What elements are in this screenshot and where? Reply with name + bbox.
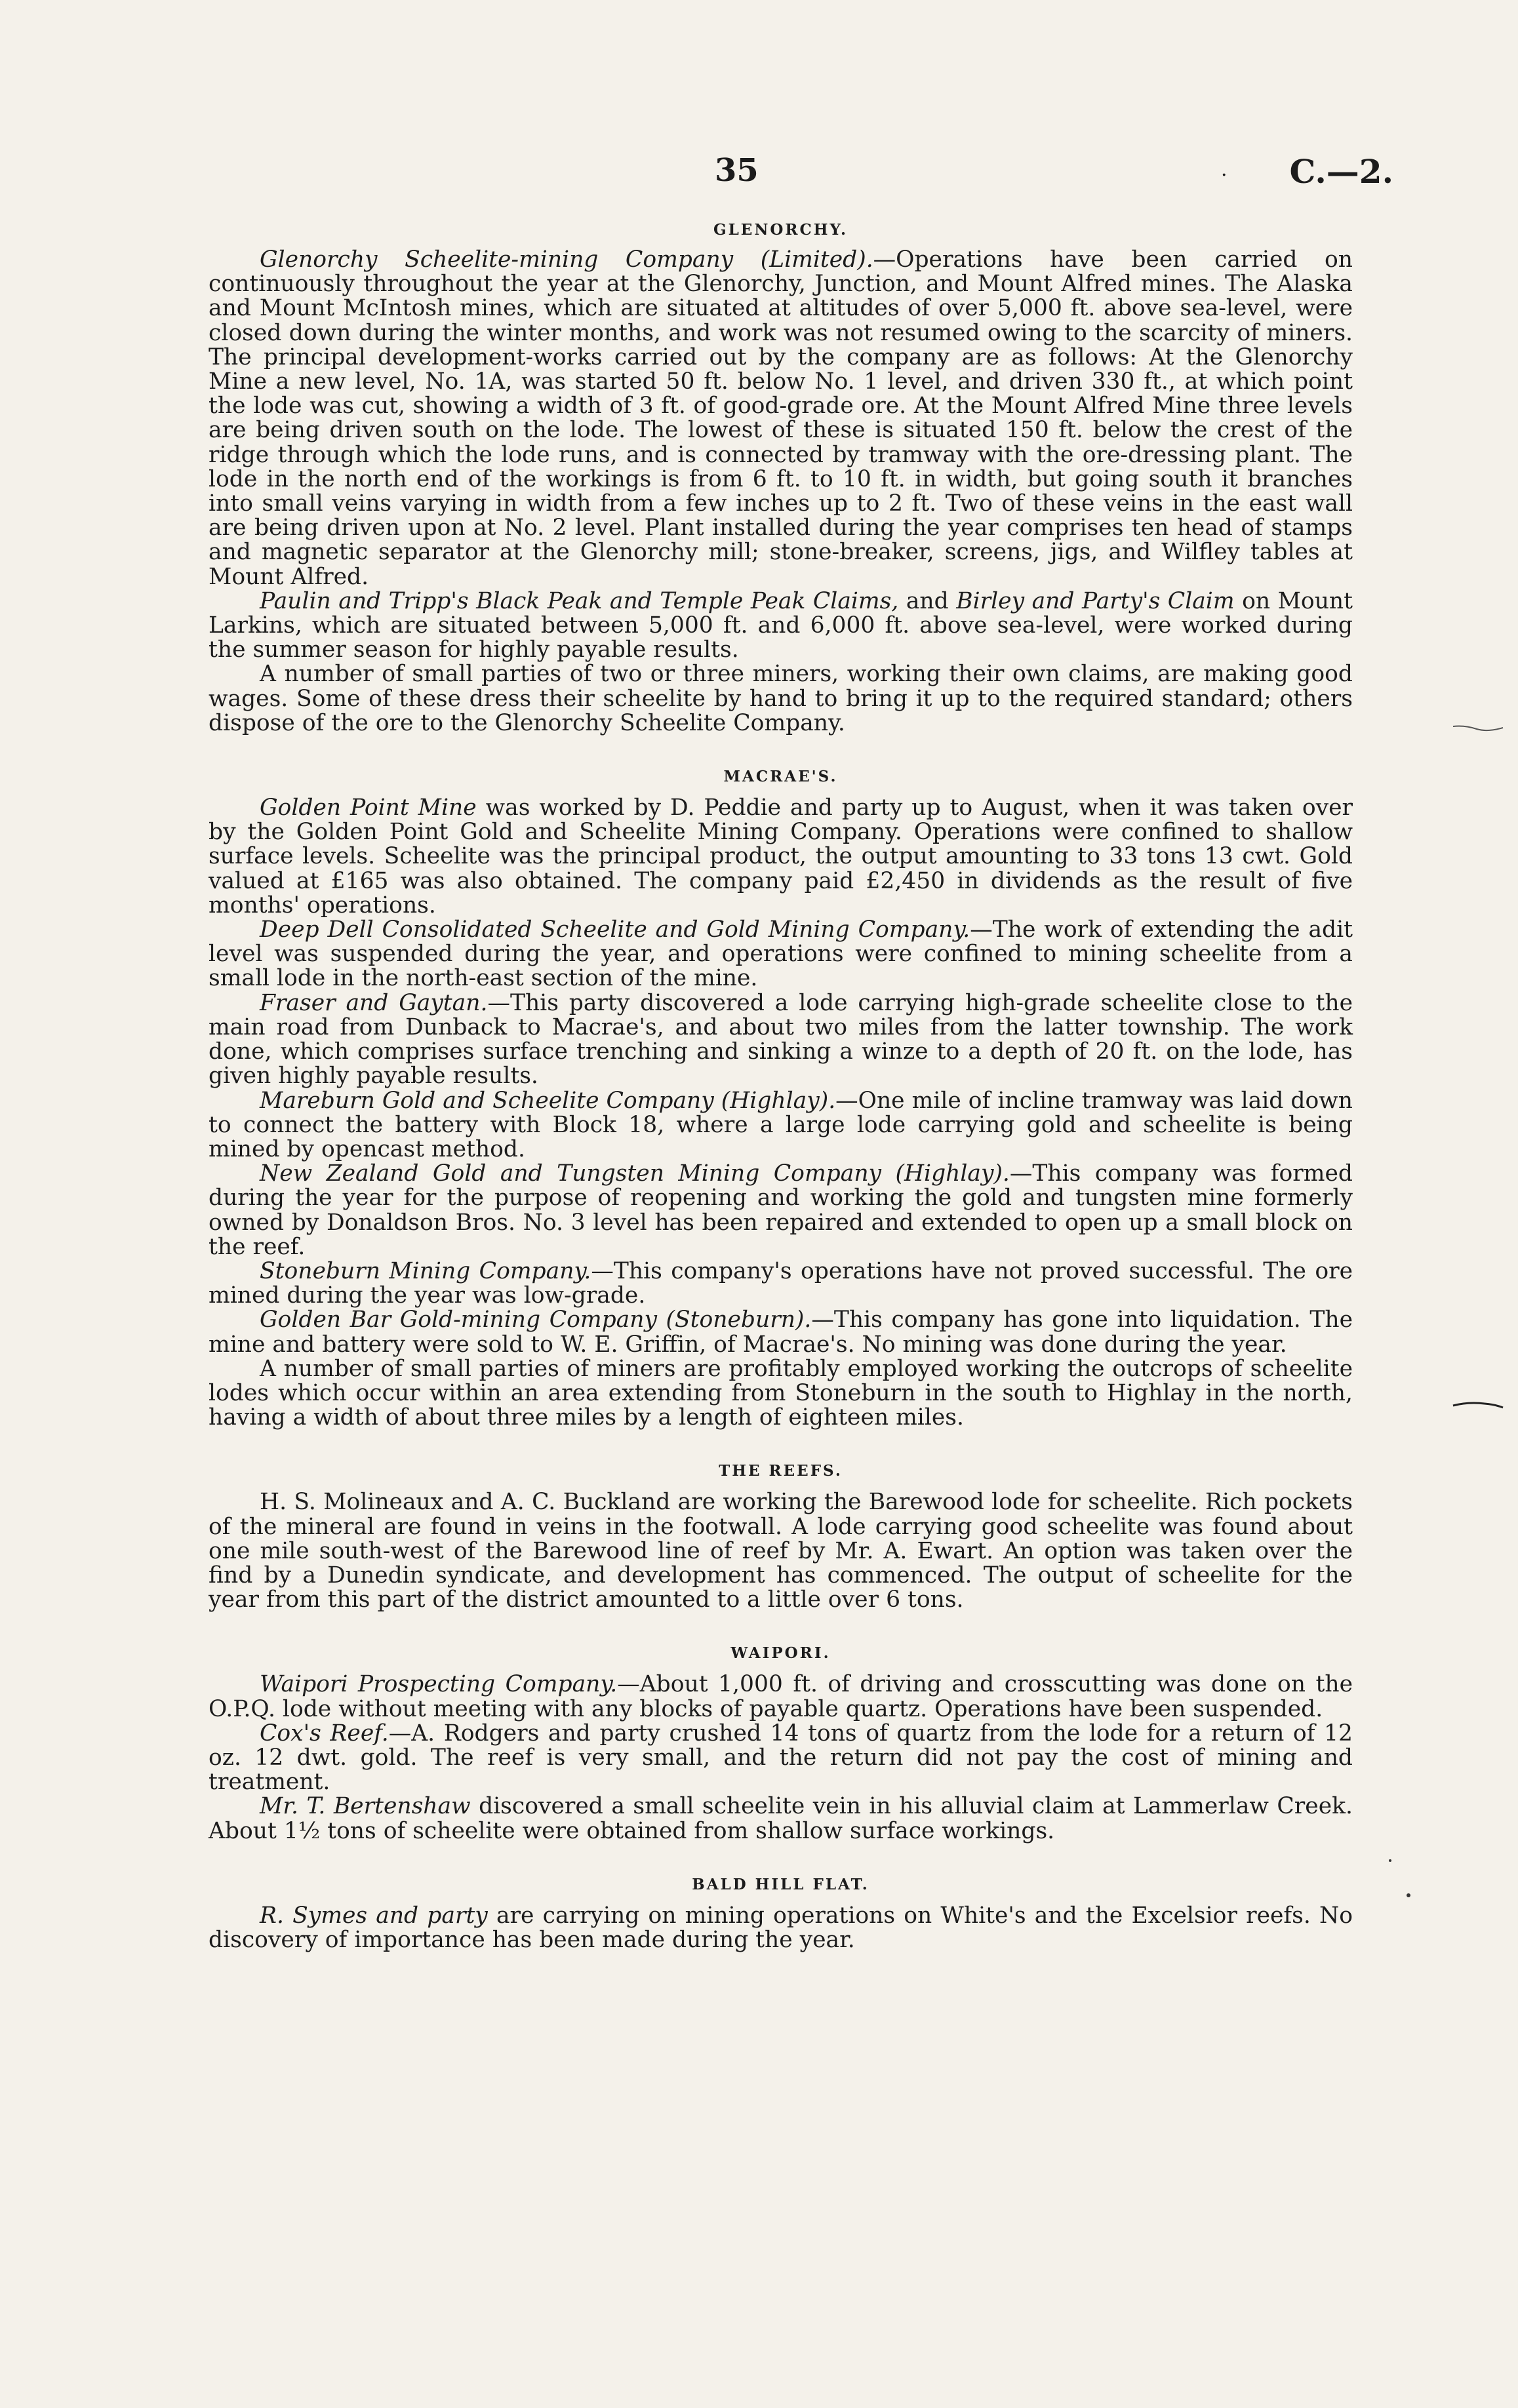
page-number: 35: [715, 152, 759, 189]
section-title-waipori: WAIPORI.: [730, 1644, 831, 1663]
paragraph-mid: and: [898, 587, 957, 614]
paragraph-text: —This company was formed during the year for the purpose of reopening and working the gold and tungsten mine formerly owned by Donaldson Bros. No. 3 level has been repaired and extended to open up a small block on the reef.: [209, 1160, 1353, 1260]
paragraph: [209, 1089, 1353, 1162]
paragraph-text: —This company has gone into liquidation. The mine and battery were sold to W. E. Griffin, of Macrae's. No mining was done during the year.: [209, 1307, 1353, 1358]
ink-speck: [1407, 1893, 1410, 1897]
paragraph-text: —This party discovered a lode carrying high-grade scheelite close to the main road from Dunback to Macrae's, and about two miles from the latter township. The work done, which comprises surface trenching and sinking a winze to a depth of 20 ft. on the lode, has given highly payable results.: [209, 989, 1353, 1090]
paragraph-lead: Golden Bar Gold-mining Company (Stoneburn).: [260, 1307, 812, 1333]
paragraph-text: —A. Rodgers and party crushed 14 tons of quartz from the lode for a return of 12 oz. 12 dwt. gold. The reef is very small, and the return did not pay the cost of mining and treatment.: [209, 1720, 1353, 1796]
paragraph: [209, 1162, 1353, 1259]
section-title-bald-hill-flat: BALD HILL FLAT.: [692, 1875, 869, 1893]
ink-speck: [1389, 1859, 1391, 1862]
paragraph: [209, 589, 1353, 663]
paragraph-text: A number of small parties of two or three miners, working their own claims, are making good wages. Some of these dress their scheelite by hand to bring it up to the required standard; others dispose of the ore to the Glenorchy Scheelite Company.: [209, 661, 1353, 736]
paragraph: [209, 1308, 1353, 1356]
margin-pencil-mark: [1452, 1400, 1504, 1409]
paragraph-text: A number of small parties of miners are profitably employed working the outcrops of scheelite lodes which occur within an area extending from Stoneburn in the south to Highlay in the north, having a width of about three miles by a length of eighteen miles.: [209, 1355, 1353, 1431]
paragraph: [209, 248, 1353, 589]
paragraph-lead: R. Symes and party: [260, 1902, 488, 1929]
paragraph-text: discovered a small scheelite vein in his alluvial claim at Lammerlaw Creek. About 1½ tons of scheelite were obtained from shallow surface workings.: [209, 1793, 1353, 1844]
paragraph-text: —Operations have been carried on continuously throughout the year at the Glenorchy, Junction, and Mount Alfred mines. The Alaska and Mount McIntosh mines, which are situated at altitudes of over 5,000 ft. above sea-level, were closed down during the winter months, and work was not resumed owing to the scarcity of miners. The principal development-works carried out by the company are as follows: At the Glenorchy Mine a new level, No. 1A, was started 50 ft. below No. 1 level, and driven 330 ft., at which point the lode was cut, showing a width of 3 ft. of good-grade ore. At the Mount Alfred Mine three levels are being driven south on the lode. The lowest of these is situated 150 ft. below the crest of the ridge through which the lode runs, and is connected by tramway with the ore-dressing plant. The lode in the north end of the workings is from 6 ft. to 10 ft. in width, but going south it branches into small veins varying in width from a few inches up to 2 ft. Two of these veins in the east wall are being driven upon at No. 2 level. Plant installed during the year comprises ten head of stamps and magnetic separator at the Glenorchy mill; stone-breaker, screens, jigs, and Wilfley tables at Mount Alfred.: [209, 247, 1353, 590]
paragraph-lead: Golden Point Mine: [260, 795, 477, 821]
paragraph-lead: Cox's Reef.: [260, 1720, 389, 1747]
header-dot: ·: [1221, 164, 1228, 187]
paragraph-lead-secondary: Birley and Party's Claim: [956, 587, 1235, 614]
paragraph: [209, 1672, 1353, 1721]
paragraph: [209, 1357, 1353, 1431]
paragraph-text: —One mile of incline tramway was laid down to connect the battery with Block 18, where a large lode carrying gold and scheelite is being mined by opencast method.: [209, 1087, 1353, 1162]
paragraph-text: on Mount Larkins, which are situated between 5,000 ft. and 6,000 ft. above sea-level, were worked during the summer season for highly payable results.: [209, 587, 1353, 663]
paragraph-lead: Waipori Prospecting Company.: [260, 1671, 618, 1698]
paragraph: [209, 1722, 1353, 1795]
paragraph-lead: Stoneburn Mining Company.: [260, 1257, 591, 1284]
paragraph-lead: Mr. T. Bertenshaw: [260, 1793, 471, 1820]
paragraph: [209, 1904, 1353, 1952]
paragraph-text: H. S. Molineaux and A. C. Buckland are working the Barewood lode for scheelite. Rich pockets of the mineral are found in veins in the footwall. A lode carrying good scheelite was found about one mile south-west of the Barewood line of reef by Mr. A. Ewart. An option was taken over the find by a Dunedin syndicate, and development has commenced. The output of scheelite for the year from this part of the district amounted to a little over 6 tons.: [209, 1489, 1353, 1613]
paragraph-text: was worked by D. Peddie and party up to August, when it was taken over by the Golden Point Gold and Scheelite Mining Company. Operations were confined to shallow surface levels. Scheelite was the principal product, the output amounting to 33 tons 13 cwt. Gold valued at £165 was also obtained. The company paid £2,450 in dividends as the result of five months' operations.: [209, 795, 1353, 918]
section-title-the-reefs: THE REEFS.: [719, 1462, 843, 1480]
paragraph: [209, 918, 1353, 991]
margin-pencil-mark: [1452, 724, 1504, 733]
paragraph-lead: Paulin and Tripp's Black Peak and Temple Peak Claims,: [260, 587, 899, 614]
paragraph-text: —About 1,000 ft. of driving and crosscutting was done on the O.P.Q. lode without meeting with any blocks of payable quartz. Operations have been suspended.: [209, 1671, 1353, 1722]
paragraph: [209, 991, 1353, 1089]
paragraph-lead: Glenorchy Scheelite-mining Company (Limited).: [260, 247, 873, 273]
paragraph: [209, 1794, 1353, 1843]
paragraph-text: —This company's operations have not proved successful. The ore mined during the year was low-grade.: [209, 1257, 1353, 1309]
paragraph: [209, 1490, 1353, 1612]
paragraph: [209, 796, 1353, 918]
paragraph-lead: Fraser and Gaytan.: [260, 989, 488, 1016]
paragraph-lead: Deep Dell Consolidated Scheelite and Gold Mining Company.: [260, 917, 970, 943]
section-title-macraes: MACRAE'S.: [723, 768, 838, 786]
paragraph-text: —The work of extending the adit level was suspended during the year, and operations were confined to mining scheelite from a small lode in the north-east section of the mine.: [209, 917, 1353, 992]
section-title-glenorchy: GLENORCHY.: [713, 221, 848, 239]
paragraph-lead: Mareburn Gold and Scheelite Company (Highlay).: [260, 1087, 836, 1114]
paragraph: [209, 1259, 1353, 1308]
paragraph-lead: New Zealand Gold and Tungsten Mining Company (Highlay).: [260, 1160, 1010, 1187]
paragraph: [209, 662, 1353, 736]
report-reference: C.—2.: [1289, 152, 1393, 191]
paragraph-text: are carrying on mining operations on White's and the Excelsior reefs. No discovery of importance has been made during the year.: [209, 1902, 1353, 1953]
document-body: [209, 210, 1353, 1952]
